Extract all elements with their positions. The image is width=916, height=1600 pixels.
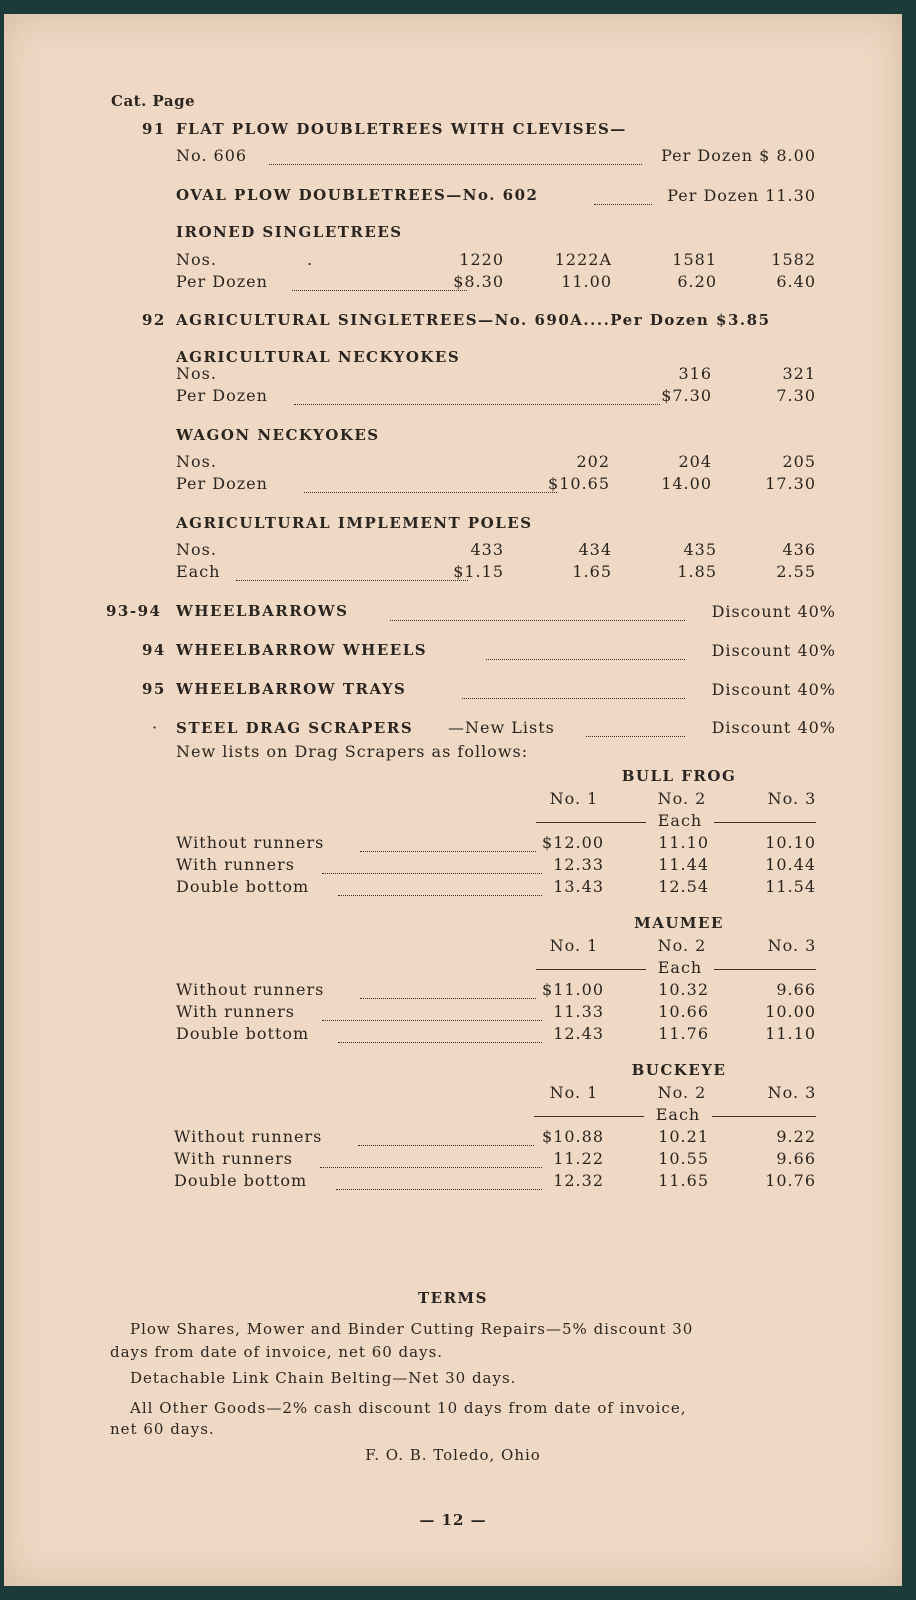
page-ref-91: 91: [142, 120, 166, 138]
leader-dots: [322, 873, 542, 874]
bull-frog-col-1: No. 1: [549, 789, 599, 808]
agri-neckyokes-no-1: 316: [678, 364, 712, 383]
poles-title: AGRICULTURAL IMPLEMENT POLES: [176, 514, 533, 532]
wheelbarrow-trays-title: WHEELBARROW TRAYS: [176, 680, 407, 698]
maumee-row-2-v3: 10.00: [765, 1002, 816, 1021]
bull-frog-row-1-v2: 11.10: [658, 833, 709, 852]
ironed-no-4: 1582: [771, 250, 816, 269]
maumee-title: MAUMEE: [634, 914, 724, 932]
buckeye-col-3: No. 3: [767, 1083, 817, 1102]
leader-dots: [338, 1042, 542, 1043]
each-rule-left: [536, 969, 646, 970]
buckeye-row-3-v2: 11.65: [658, 1171, 709, 1190]
poles-no-1: 433: [470, 540, 504, 559]
wheelbarrow-wheels-discount: Discount 40%: [711, 641, 836, 660]
each-rule-left: [536, 822, 646, 823]
ironed-price-2: 11.00: [561, 272, 612, 291]
buckeye-row-2-v2: 10.55: [658, 1149, 709, 1168]
agri-singletrees-title: AGRICULTURAL SINGLETREES—No. 690A....Per Dozen $3.85: [176, 311, 771, 329]
leader-dots: [486, 659, 685, 660]
buckeye-row-2-v3: 9.66: [776, 1149, 816, 1168]
wagon-neckyokes-title: WAGON NECKYOKES: [176, 426, 380, 444]
flat-plow-price: Per Dozen $ 8.00: [661, 146, 816, 165]
wagon-neckyokes-nos-label: Nos.: [176, 452, 217, 471]
leader-dots: [336, 1189, 542, 1190]
terms-line-3: Detachable Link Chain Belting—Net 30 days.: [130, 1369, 517, 1387]
poles-price-4: 2.55: [776, 562, 816, 581]
leader-dots: [390, 620, 685, 621]
maumee-row-2-v2: 10.66: [658, 1002, 709, 1021]
buckeye-row-1-v2: 10.21: [658, 1127, 709, 1146]
maumee-row-2-label: With runners: [176, 1002, 295, 1021]
poles-no-4: 436: [782, 540, 816, 559]
poles-no-3: 435: [683, 540, 717, 559]
agri-neckyokes-price-2: 7.30: [776, 386, 816, 405]
wagon-neckyokes-no-1: 202: [576, 452, 610, 471]
leader-dots: [304, 492, 557, 493]
leader-dots: [236, 580, 468, 581]
wheelbarrows-title: WHEELBARROWS: [176, 602, 349, 620]
maumee-row-2-v1: 11.33: [553, 1002, 604, 1021]
buckeye-row-2-v1: 11.22: [553, 1149, 604, 1168]
poles-no-2: 434: [578, 540, 612, 559]
maumee-row-1-v1: $11.00: [542, 980, 604, 999]
bull-frog-row-2-label: With runners: [176, 855, 295, 874]
bull-frog-row-1-v1: $12.00: [542, 833, 604, 852]
wagon-neckyokes-price-3: 17.30: [765, 474, 816, 493]
ironed-nos-label: Nos.: [176, 250, 217, 269]
ironed-price-4: 6.40: [776, 272, 816, 291]
leader-dots: [462, 698, 685, 699]
buckeye-title: BUCKEYE: [631, 1061, 727, 1079]
ironed-no-1: 1220: [459, 250, 504, 269]
leader-dots: [586, 736, 685, 737]
wheelbarrows-discount: Discount 40%: [711, 602, 836, 621]
buckeye-col-2: No. 2: [657, 1083, 707, 1102]
page-ref-95: 95: [142, 680, 166, 698]
cat-page-header: Cat. Page: [111, 92, 196, 110]
poles-nos-label: Nos.: [176, 540, 217, 559]
terms-line-2: days from date of invoice, net 60 days.: [110, 1343, 444, 1361]
oval-plow-price: Per Dozen 11.30: [667, 186, 816, 205]
bull-frog-col-2: No. 2: [657, 789, 707, 808]
buckeye-row-3-label: Double bottom: [174, 1171, 308, 1190]
maumee-each: Each: [657, 958, 703, 977]
wagon-neckyokes-per-label: Per Dozen: [176, 474, 268, 493]
ironed-per-label: Per Dozen: [176, 272, 268, 291]
terms-line-5: net 60 days.: [110, 1420, 215, 1438]
page-number: — 12 —: [419, 1511, 487, 1529]
catalog-page: [4, 14, 902, 1586]
bull-frog-row-2-v3: 10.44: [765, 855, 816, 874]
ironed-no-2: 1222A: [554, 250, 612, 269]
ironed-price-3: 6.20: [677, 272, 717, 291]
page-ref-92: 92: [142, 311, 166, 329]
bull-frog-row-1-v3: 10.10: [765, 833, 816, 852]
bull-frog-col-3: No. 3: [767, 789, 817, 808]
maumee-row-1-label: Without runners: [176, 980, 325, 999]
leader-dots: [269, 164, 642, 165]
each-rule-left: [534, 1116, 644, 1117]
terms-line-1: Plow Shares, Mower and Binder Cutting Repairs—5% discount 30: [130, 1320, 694, 1338]
leader-dots: [360, 851, 536, 852]
wagon-neckyokes-no-3: 205: [782, 452, 816, 471]
maumee-row-1-v3: 9.66: [776, 980, 816, 999]
leader-dots: [320, 1167, 542, 1168]
leader-dots: [294, 404, 660, 405]
terms-line-4: All Other Goods—2% cash discount 10 days from date of invoice,: [130, 1399, 687, 1417]
bull-frog-row-3-label: Double bottom: [176, 877, 310, 896]
leader-dots: [360, 998, 536, 999]
agri-neckyokes-price-1: $7.30: [661, 386, 712, 405]
oval-plow-title: OVAL PLOW DOUBLETREES—No. 602: [176, 186, 539, 204]
bull-frog-title: BULL FROG: [621, 767, 737, 785]
buckeye-row-1-v3: 9.22: [776, 1127, 816, 1146]
wagon-neckyokes-no-2: 204: [678, 452, 712, 471]
agri-neckyokes-nos-label: Nos.: [176, 364, 217, 383]
bull-frog-row-2-v2: 11.44: [658, 855, 709, 874]
bull-frog-row-2-v1: 12.33: [553, 855, 604, 874]
bull-frog-row-1-label: Without runners: [176, 833, 325, 852]
page-ref-94: 94: [142, 641, 166, 659]
leader-dots: [358, 1145, 534, 1146]
each-rule-right: [714, 822, 816, 823]
poles-price-2: 1.65: [572, 562, 612, 581]
bull-frog-row-3-v1: 13.43: [553, 877, 604, 896]
buckeye-row-1-label: Without runners: [174, 1127, 323, 1146]
wagon-neckyokes-price-1: $10.65: [548, 474, 610, 493]
leader-dots: [292, 290, 467, 291]
bull-frog-row-3-v2: 12.54: [658, 877, 709, 896]
poles-per-label: Each: [176, 562, 221, 581]
ironed-price-1: $8.30: [453, 272, 504, 291]
leader-dots: [338, 895, 542, 896]
maumee-row-3-label: Double bottom: [176, 1024, 310, 1043]
bull-frog-each: Each: [657, 811, 703, 830]
buckeye-row-3-v1: 12.32: [553, 1171, 604, 1190]
agri-neckyokes-no-2: 321: [782, 364, 816, 383]
drag-scrapers-discount: Discount 40%: [711, 718, 836, 737]
ironed-title: IRONED SINGLETREES: [176, 223, 403, 241]
wheelbarrow-wheels-title: WHEELBARROW WHEELS: [176, 641, 428, 659]
maumee-row-3-v3: 11.10: [765, 1024, 816, 1043]
buckeye-col-1: No. 1: [549, 1083, 599, 1102]
poles-price-1: $1.15: [453, 562, 504, 581]
wagon-neckyokes-price-2: 14.00: [661, 474, 712, 493]
drag-scrapers-title: STEEL DRAG SCRAPERS: [176, 719, 414, 737]
ironed-bullet: .: [307, 250, 314, 269]
bull-frog-row-3-v3: 11.54: [765, 877, 816, 896]
drag-bullet: ·: [152, 718, 159, 737]
each-rule-right: [714, 969, 816, 970]
each-rule-right: [712, 1116, 816, 1117]
maumee-row-3-v2: 11.76: [658, 1024, 709, 1043]
agri-neckyokes-title: AGRICULTURAL NECKYOKES: [176, 348, 461, 366]
fob-line: F. O. B. Toledo, Ohio: [365, 1446, 541, 1464]
drag-scrapers-suffix: —New Lists: [448, 718, 555, 737]
maumee-row-3-v1: 12.43: [553, 1024, 604, 1043]
leader-dots: [322, 1020, 542, 1021]
poles-price-3: 1.85: [677, 562, 717, 581]
maumee-col-3: No. 3: [767, 936, 817, 955]
page-ref-93-94: 93-94: [106, 602, 162, 620]
maumee-row-1-v2: 10.32: [658, 980, 709, 999]
maumee-col-1: No. 1: [549, 936, 599, 955]
wheelbarrow-trays-discount: Discount 40%: [711, 680, 836, 699]
flat-plow-title: FLAT PLOW DOUBLETREES WITH CLEVISES—: [176, 120, 627, 138]
buckeye-row-2-label: With runners: [174, 1149, 293, 1168]
terms-title: TERMS: [418, 1289, 488, 1307]
buckeye-each: Each: [655, 1105, 701, 1124]
agri-neckyokes-per-label: Per Dozen: [176, 386, 268, 405]
buckeye-row-3-v3: 10.76: [765, 1171, 816, 1190]
drag-scrapers-intro: New lists on Drag Scrapers as follows:: [176, 742, 529, 761]
maumee-col-2: No. 2: [657, 936, 707, 955]
leader-dots: [594, 204, 652, 205]
buckeye-row-1-v1: $10.88: [542, 1127, 604, 1146]
flat-plow-item: No. 606: [176, 146, 248, 165]
ironed-no-3: 1581: [672, 250, 717, 269]
